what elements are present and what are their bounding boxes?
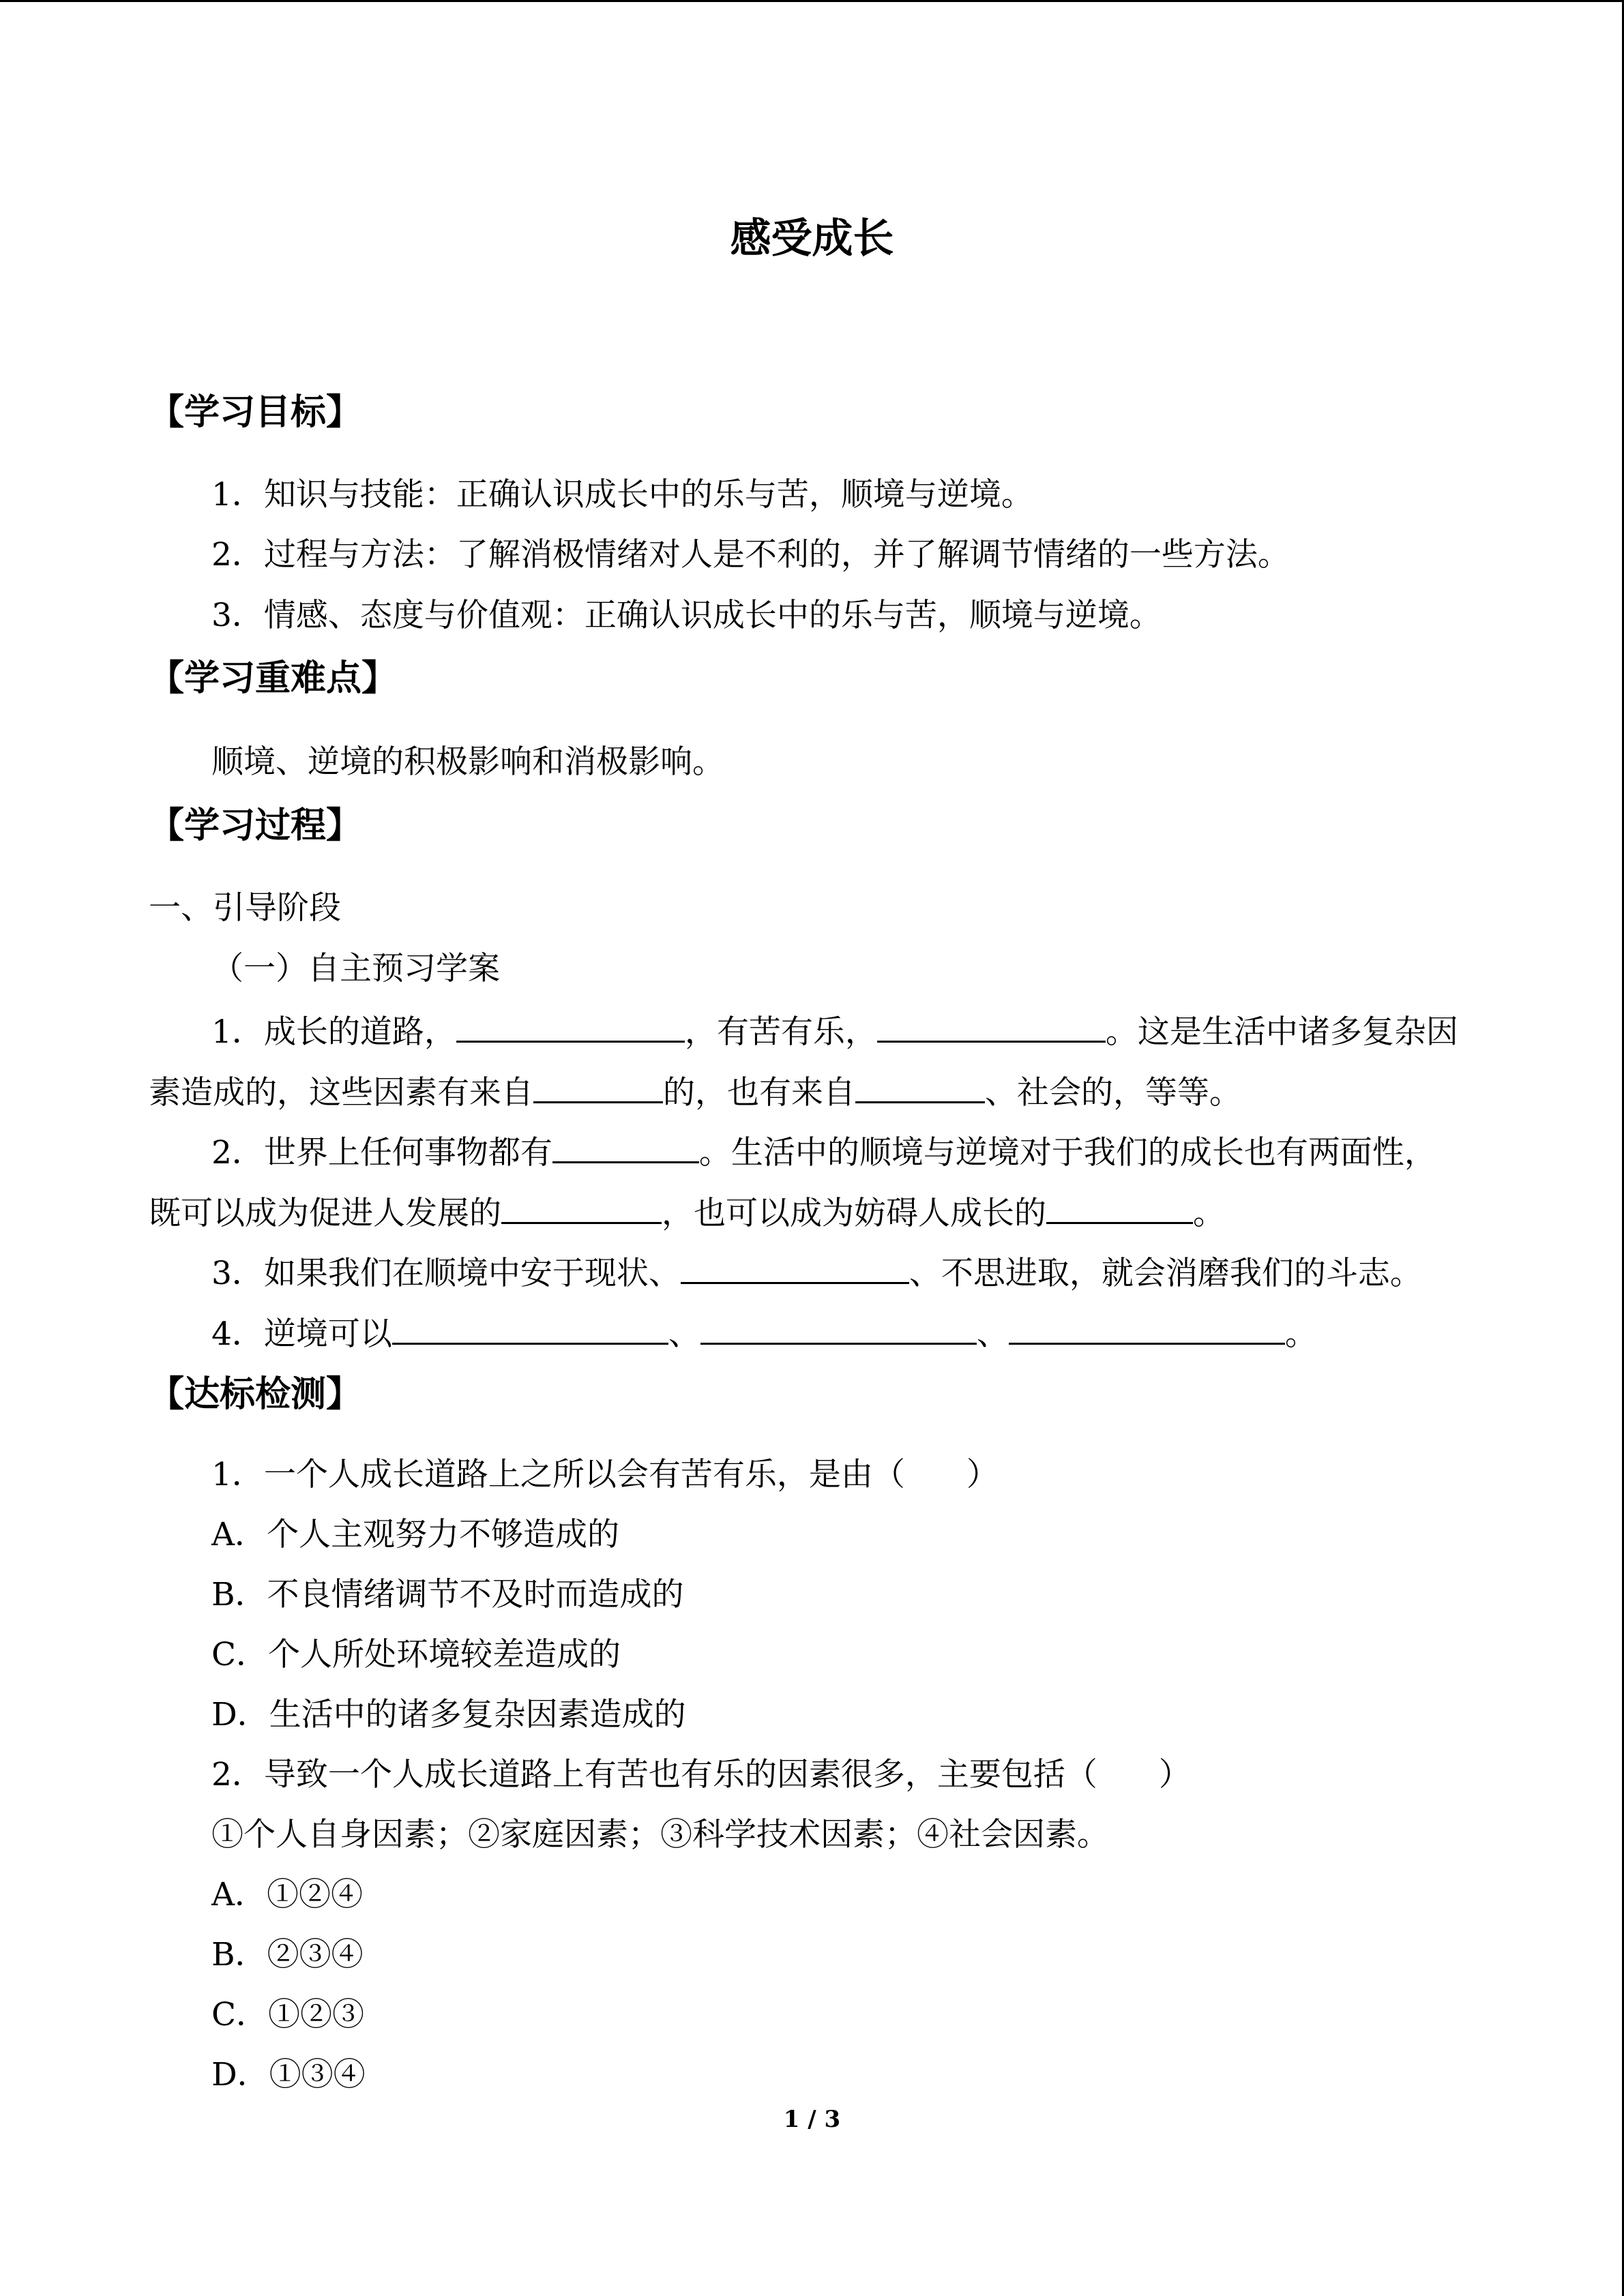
q3-text-b: 、不思进取，就会消磨我们的斗志。 (909, 1255, 1422, 1292)
q4-sep: 、 (976, 1315, 1009, 1353)
test-question-2 (211, 1755, 1191, 1795)
test-q2-option-c: C．①②③ (211, 1996, 364, 2033)
q2-text-c: 既可以成为促进人发展的 (149, 1195, 501, 1232)
subsection-title: （一）自主预习学案 (211, 950, 500, 987)
fill-blank[interactable] (1046, 1191, 1193, 1224)
goal-item-1: 1．知识与技能：正确认识成长中的乐与苦，顺境与逆境。 (211, 476, 1033, 513)
q2-text-d: ，也可以成为妨碍人成长的 (662, 1195, 1046, 1232)
q1-text-b: ，有苦有乐， (684, 1013, 877, 1051)
test-q2-stem: 2．导致一个人成长道路上有苦也有乐的因素很多，主要包括（ (211, 1756, 1097, 1793)
fill-blank[interactable] (533, 1070, 663, 1103)
fill-blank[interactable] (700, 1311, 977, 1345)
fill-blank[interactable] (855, 1070, 985, 1103)
stage-title: 一、引导阶段 (149, 889, 341, 927)
test-q1-close: ） (966, 1456, 999, 1493)
q1-text-d: 素造成的，这些因素有来自 (149, 1074, 533, 1112)
preview-question-4 (211, 1311, 1317, 1355)
fill-blank[interactable] (392, 1311, 668, 1345)
test-q1-stem: 1．一个人成长道路上之所以会有苦有乐，是由（ (211, 1456, 905, 1493)
preview-question-2 (211, 1130, 1436, 1174)
test-question-1 (211, 1455, 999, 1495)
key-points-text: 顺境、逆境的积极影响和消极影响。 (211, 743, 724, 781)
goal-item-2: 2．过程与方法：了解消极情绪对人是不利的，并了解调节情绪的一些方法。 (211, 536, 1290, 573)
test-q1-option-b: B．不良情绪调节不及时而造成的 (211, 1576, 684, 1613)
page-title: 感受成长 (730, 215, 894, 263)
test-q2-option-d: D．①③④ (211, 2056, 366, 2093)
preview-question-1 (211, 1009, 1458, 1053)
page-border-top (0, 0, 1624, 2)
fill-blank[interactable] (681, 1251, 909, 1284)
q1-text-c: 。这是生活中诸多复杂因 (1105, 1013, 1458, 1051)
page-number: 1 / 3 (783, 2106, 841, 2133)
q2-text-b: 。生活中的顺境与逆境对于我们的成长也有两面性， (698, 1134, 1436, 1172)
section-heading-process: 【学习过程】 (149, 805, 362, 846)
section-heading-goals: 【学习目标】 (149, 392, 362, 433)
q2-text-e: 。 (1193, 1195, 1225, 1232)
q1-text-e: 的，也有来自 (663, 1074, 855, 1112)
fill-blank[interactable] (456, 1009, 685, 1043)
preview-question-3 (211, 1251, 1422, 1294)
test-q2-note: ①个人自身因素；②家庭因素；③科学技术因素；④社会因素。 (211, 1816, 1109, 1853)
q1-text-a: 1．成长的道路， (211, 1013, 456, 1051)
section-heading-key-points: 【学习重难点】 (149, 658, 398, 699)
q4-sep: 、 (668, 1315, 700, 1353)
preview-question-2-cont (149, 1191, 1225, 1234)
test-q1-option-d: D．生活中的诸多复杂因素造成的 (211, 1696, 686, 1733)
test-q2-close: ） (1158, 1756, 1191, 1793)
q3-text-a: 3．如果我们在顺境中安于现状、 (211, 1255, 681, 1292)
goal-item-3: 3．情感、态度与价值观：正确认识成长中的乐与苦，顺境与逆境。 (211, 597, 1162, 634)
fill-blank[interactable] (877, 1009, 1106, 1043)
q1-text-f: 、社会的，等等。 (985, 1074, 1241, 1112)
test-q2-option-b: B．②③④ (211, 1936, 364, 1973)
fill-blank[interactable] (552, 1130, 699, 1163)
preview-question-1-cont (149, 1070, 1241, 1114)
q4-end: 。 (1284, 1315, 1317, 1353)
section-heading-test: 【达标检测】 (149, 1374, 362, 1415)
q4-text-a: 4．逆境可以 (211, 1315, 392, 1353)
fill-blank[interactable] (1009, 1311, 1285, 1345)
test-q2-option-a: A．①②④ (211, 1876, 363, 1913)
fill-blank[interactable] (501, 1191, 662, 1224)
test-q1-option-c: C．个人所处环境较差造成的 (211, 1636, 621, 1673)
q2-text-a: 2．世界上任何事物都有 (211, 1134, 552, 1172)
test-q1-option-a: A．个人主观努力不够造成的 (211, 1516, 619, 1553)
